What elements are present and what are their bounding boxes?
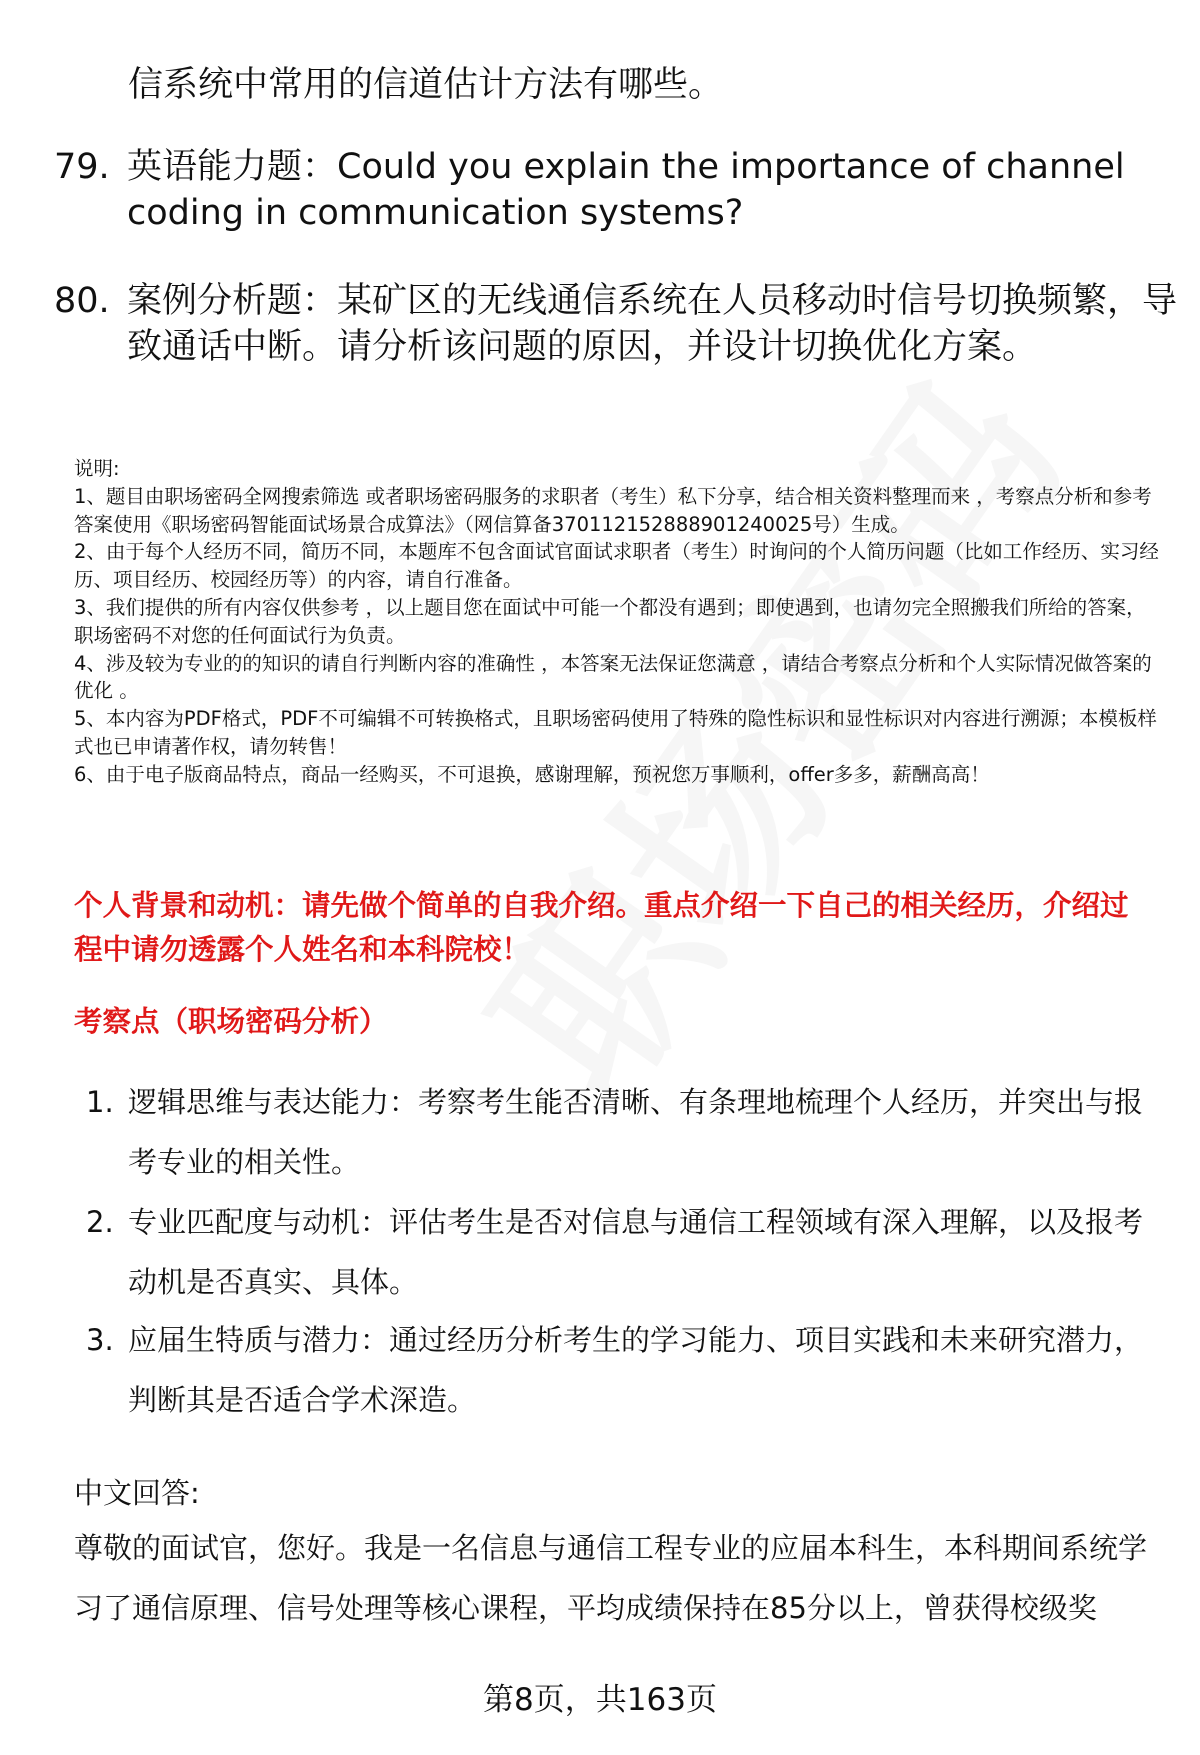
background-question: 个人背景和动机：请先做个简单的自我介绍。重点介绍一下自己的相关经历，介绍过程中请勿透露个人姓名和本科院校！ [74, 889, 1129, 966]
key-point-item [74, 1310, 1164, 1430]
key-point-number: 2. [86, 1205, 114, 1239]
notes-section [74, 455, 1159, 789]
note-item: 5、本内容为PDF格式，PDF不可编辑不可转换格式，且职场密码使用了特殊的隐性标识和显性标识对内容进行溯源；本模板样式也已申请著作权，请勿转售！ [74, 707, 1157, 758]
page-footer: 第8页，共163页 [483, 1682, 717, 1718]
note-item: 6、由于电子版商品特点，商品一经购买，不可退换，感谢理解，预祝您万事顺利，offer多多，薪酬高高！ [74, 762, 990, 786]
key-point-text: 逻辑思维与表达能力：考察考生能否清晰、有条理地梳理个人经历，并突出与报考专业的相关性。 [128, 1085, 1144, 1179]
key-point-item [74, 1072, 1164, 1192]
key-point-text: 应届生特质与潜力：通过经历分析考生的学习能力、项目实践和未来研究潜力，判断其是否适合学术深造。 [128, 1323, 1144, 1417]
key-point-number: 3. [86, 1323, 114, 1357]
answer-label: 中文回答: [74, 1476, 200, 1510]
note-item: 4、涉及较为专业的的知识的请自行判断内容的准确性 ，本答案无法保证您满意 ，请结合考察点分析和个人实际情况做答案的优化 。 [74, 651, 1152, 703]
answer-text: 尊敬的面试官，您好。我是一名信息与通信工程专业的应届本科生，本科期间系统学习了通信原理、信号处理等核心课程，平均成绩保持在85分以上，曾获得校级奖 [74, 1531, 1148, 1625]
question-text: 英语能力题：Could you explain the importance of channel coding in communication systems? [127, 147, 1125, 233]
note-item: 3、我们提供的所有内容仅供参考 ，以上题目您在面试中可能一个都没有遇到；即使遇到，也请勿完全照搬我们所给的答案，职场密码不对您的任何面试行为负责。 [74, 595, 1146, 647]
key-point-item [74, 1192, 1164, 1312]
note-item: 1、题目由职场密码全网搜索筛选 或者职场密码服务的求职者（考生）私下分享，结合相关资料整理而来 ，考察点分析和参考答案使用《职场密码智能面试场景合成算法》（网信算备370112152888901240025号）生成。 [74, 484, 1152, 536]
note-item: 2、由于每个人经历不同，简历不同，本题库不包含面试官面试求职者（考生）时询问的个人简历问题（比如工作经历、实习经历、项目经历、校园经历等）的内容，请自行准备。 [74, 540, 1159, 592]
key-point-text: 专业匹配度与动机：评估考生是否对信息与通信工程领域有深入理解，以及报考动机是否真实、具体。 [128, 1205, 1144, 1299]
key-points-title: 考察点（职场密码分析） [74, 1005, 388, 1038]
question-text: 案例分析题：某矿区的无线通信系统在人员移动时信号切换频繁，导致通话中断。请分析该问题的原因，并设计切换优化方案。 [127, 281, 1178, 367]
key-point-number: 1. [86, 1085, 114, 1119]
continued-question-text: 信系统中常用的信道估计方法有哪些。 [128, 65, 724, 105]
question-number: 80. [54, 281, 110, 321]
notes-title: 说明: [74, 457, 120, 480]
question-number: 79. [54, 147, 110, 187]
